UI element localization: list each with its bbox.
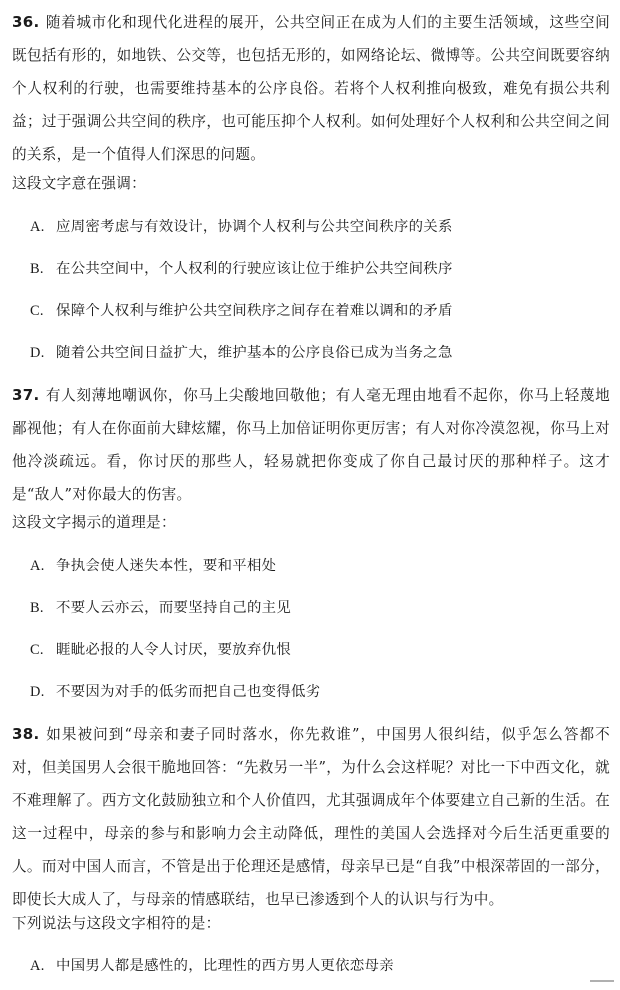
option-text: 随着公共空间日益扩大，维护基本的公序良俗已成为当务之急: [56, 345, 453, 361]
question-36-option-b[interactable]: [30, 259, 453, 279]
option-letter: A.: [30, 219, 45, 235]
question-37-option-d[interactable]: [30, 682, 320, 702]
question-38-option-a[interactable]: [30, 956, 394, 976]
question-36-prompt: 这段文字意在强调：: [12, 175, 147, 192]
question-36-option-c[interactable]: [30, 301, 453, 321]
option-text: 在公共空间中，个人权利的行驶应该让位于维护公共空间秩序: [56, 261, 453, 277]
option-text: 不要人云亦云，而要坚持自己的主见: [56, 600, 292, 616]
question-36-passage: [12, 6, 610, 171]
question-36-option-d[interactable]: [30, 343, 453, 363]
question-38-passage: [12, 718, 610, 916]
question-38-prompt: 下列说法与这段文字相符的是：: [12, 915, 221, 932]
option-text: 应周密考虑与有效设计，协调个人权利与公共空间秩序的关系: [56, 219, 453, 235]
option-letter: D.: [30, 345, 45, 361]
option-letter: D.: [30, 684, 45, 700]
option-letter: A.: [30, 958, 45, 974]
option-text: 争执会使人迷失本性，要和平相处: [56, 558, 277, 574]
option-letter: C.: [30, 642, 44, 658]
question-38-text: 如果被问到“母亲和妻子同时落水，你先救谁”，中国男人很纠结，似乎怎么答都不对，但美国男人会很干脆地回答：“先救另一半”，为什么会这样呢？对比一下中西文化，就不难理解了。西方文化鼓励独立和个人价值四，尤其强调成年个体要建立自己新的生活。在这一过程中，母亲的参与和影响力会主动降低，理性的美国人会选择对今后生活更重要的人。而对中国人而言，不管是出于伦理还是感情，母亲早已是“自我”中根深蒂固的一部分，即使长大成人了，与母亲的情感联结，也早已渗透到个人的认识与行为中。: [12, 726, 610, 908]
question-37-prompt: 这段文字揭示的道理是：: [12, 514, 176, 531]
question-37-option-c[interactable]: [30, 640, 291, 660]
question-36-text: 随着城市化和现代化进程的展开，公共空间正在成为人们的主要生活领域，这些空间既包括有形的，如地铁、公交等，也包括无形的，如网络论坛、微博等。公共空间既要容纳个人权利的行驶，也需要维持基本的公序良俗。若将个人权利推向极致，难免有损公共利益；过于强调公共空间的秩序，也可能压抑个人权利。如何处理好个人权利和公共空间之间的关系，是一个值得人们深思的问题。: [12, 14, 610, 163]
option-letter: C.: [30, 303, 44, 319]
option-letter: A.: [30, 558, 45, 574]
option-text: 不要因为对手的低劣而把自己也变得低劣: [56, 684, 321, 700]
question-36-number: 36.: [12, 13, 40, 31]
question-37-passage: [12, 379, 610, 511]
question-36-option-a[interactable]: [30, 217, 453, 237]
question-37-option-a[interactable]: [30, 556, 276, 576]
question-38-number: 38.: [12, 725, 40, 743]
question-37-text: 有人刻薄地嘲讽你，你马上尖酸地回敬他；有人毫无理由地看不起你，你马上轻蔑地鄙视他；有人在你面前大肆炫耀，你马上加倍证明你更厉害；有人对你冷漠忽视，你马上对他冷淡疏远。看，你讨厌的那些人，轻易就把你变成了你自己最讨厌的那种样子。这才是“敌人”对你最大的伤害。: [12, 387, 610, 503]
option-text: 睚眦必报的人令人讨厌，要放弃仇恨: [56, 642, 292, 658]
page-corner-divider: [590, 980, 614, 982]
question-37-option-b[interactable]: [30, 598, 291, 618]
option-letter: B.: [30, 600, 44, 616]
option-text: 中国男人都是感性的，比理性的西方男人更依恋母亲: [56, 958, 394, 974]
question-37-number: 37.: [12, 386, 40, 404]
option-letter: B.: [30, 261, 44, 277]
option-text: 保障个人权利与维护公共空间秩序之间存在着难以调和的矛盾: [56, 303, 453, 319]
